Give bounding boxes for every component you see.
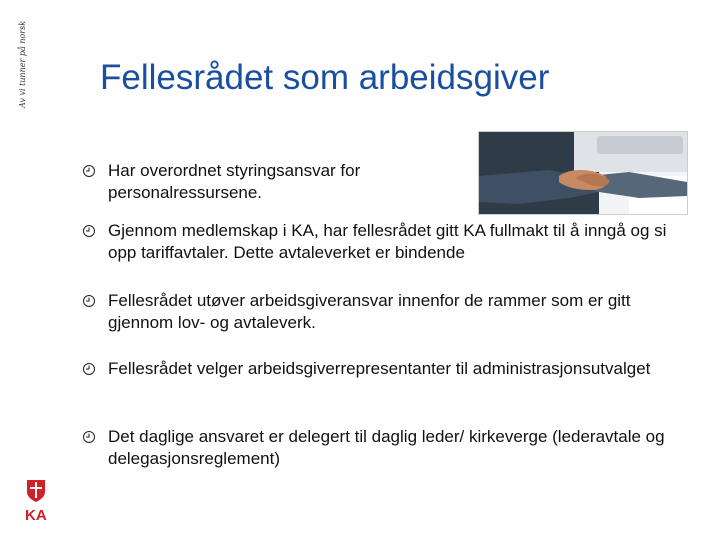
bullet-item xyxy=(82,426,694,470)
logo-text: KA xyxy=(25,507,47,524)
page-title: Fellesrådet som arbeidsgiver xyxy=(100,58,550,97)
bullet-item xyxy=(82,290,694,334)
clock-circle-icon xyxy=(82,294,96,308)
side-text: Av vi tunner på norsk xyxy=(18,20,27,108)
bullet-item xyxy=(82,160,694,204)
bullet-text: Gjennom medlemskap i KA, har fellesrådet gitt KA fullmakt til å inngå og si opp tariffavtaler. Dette avtaleverket er bindende xyxy=(108,221,667,262)
bullet-text: Fellesrådet velger arbeidsgiverrepresentanter til administrasjonsutvalget xyxy=(108,359,651,378)
bullet-item xyxy=(82,220,694,264)
clock-circle-icon xyxy=(82,224,96,238)
bullet-text: Fellesrådet utøver arbeidsgiveransvar innenfor de rammer som er gitt gjennom lov- og avtaleverk. xyxy=(108,291,631,332)
bullet-text: Det daglige ansvaret er delegert til daglig leder/ kirkeverge (lederavtale og delegasjonsreglement) xyxy=(108,427,665,468)
clock-circle-icon xyxy=(82,430,96,444)
bullet-text: Har overordnet styringsansvar for personalressursene. xyxy=(108,161,361,202)
ka-logo xyxy=(24,478,48,524)
bullet-item xyxy=(82,358,694,380)
ka-logo-mark xyxy=(24,478,48,524)
clock-circle-icon xyxy=(82,362,96,376)
clock-circle-icon xyxy=(82,164,96,178)
